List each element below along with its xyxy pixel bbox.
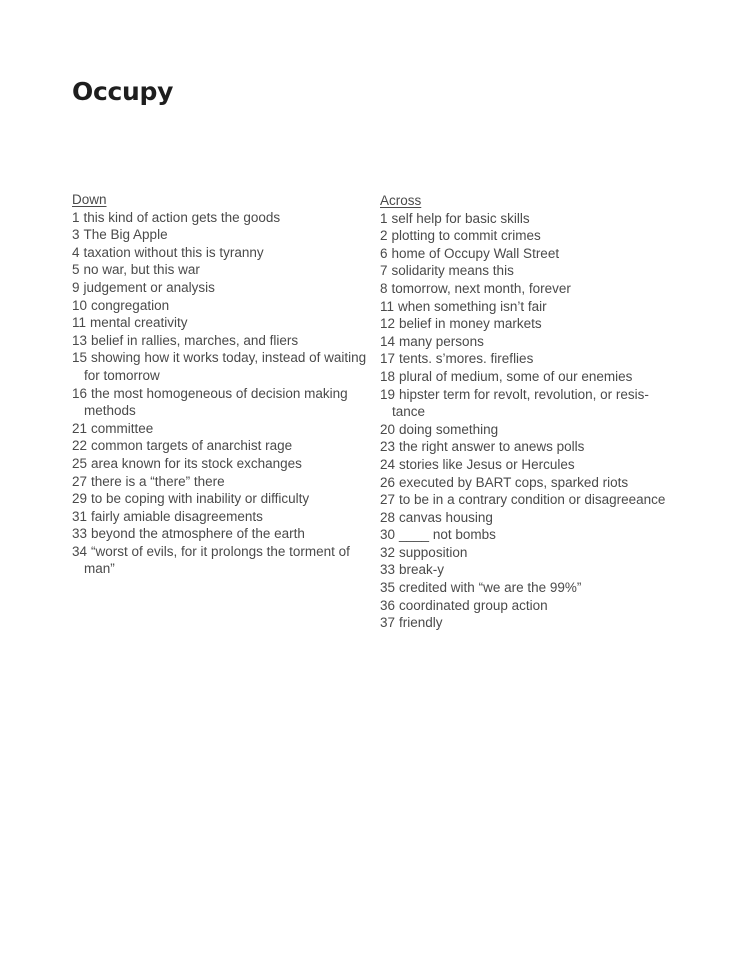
clue-number: 27 <box>380 492 396 508</box>
clue-text: showing how it works today, instead of waiting for tomorrow <box>84 350 367 383</box>
clue-text: many persons <box>399 333 484 349</box>
clue-text: to be coping with inability or difficulty <box>91 491 310 507</box>
clue-text: doing something <box>399 421 499 437</box>
clue-text: credited with “we are the 99%” <box>399 580 582 596</box>
clue-text: the right answer to anews polls <box>399 439 585 455</box>
clue-number: 28 <box>380 509 396 525</box>
clue-item <box>72 473 368 491</box>
clue-item <box>380 210 680 228</box>
clue-item <box>380 474 680 492</box>
clue-item <box>380 579 680 597</box>
clue-number: 30 <box>380 527 396 543</box>
across-clues-column <box>380 192 680 632</box>
clue-text: tents. s’mores. fireflies <box>399 351 534 367</box>
clue-number: 24 <box>380 456 396 472</box>
clue-item <box>72 455 368 473</box>
clue-item <box>380 386 680 421</box>
clue-number: 6 <box>380 245 388 261</box>
clue-item <box>380 597 680 615</box>
clue-text: there is a “there” there <box>91 473 225 489</box>
clue-number: 11 <box>380 298 395 314</box>
clue-text: the most homogeneous of decision making methods <box>84 385 348 419</box>
clue-item <box>380 350 680 368</box>
clue-number: 17 <box>380 351 396 367</box>
clue-text: common targets of anarchist rage <box>91 438 293 454</box>
clue-number: 33 <box>72 526 88 542</box>
clue-item <box>72 332 368 350</box>
clue-text: to be in a contrary condition or disagreeance <box>399 492 666 508</box>
clue-item <box>380 298 680 316</box>
clue-item <box>72 490 368 508</box>
clue-number: 21 <box>72 420 88 436</box>
clue-item <box>72 437 368 455</box>
clue-text: ____ not bombs <box>399 527 496 543</box>
clue-number: 18 <box>380 368 396 384</box>
clue-text: hipster term for revolt, revolution, or resis-tance <box>392 386 649 420</box>
clue-text: canvas housing <box>399 509 493 525</box>
clue-text: no war, but this war <box>83 262 200 278</box>
clue-item <box>72 349 368 384</box>
clue-text: beyond the atmosphere of the earth <box>91 526 305 542</box>
clue-item <box>380 509 680 527</box>
clue-number: 22 <box>72 438 88 454</box>
clue-number: 19 <box>380 386 396 402</box>
clue-number: 26 <box>380 474 396 490</box>
clue-item <box>72 244 368 262</box>
down-heading: Down <box>72 192 107 207</box>
clue-text: mental creativity <box>90 315 188 331</box>
clue-item <box>380 421 680 439</box>
clue-number: 35 <box>380 580 396 596</box>
clue-item <box>72 261 368 279</box>
clue-number: 36 <box>380 597 396 613</box>
clue-number: 1 <box>380 210 388 226</box>
clue-text: plural of medium, some of our enemies <box>399 368 633 384</box>
clue-text: plotting to commit crimes <box>391 228 541 244</box>
clue-text: area known for its stock exchanges <box>91 455 302 471</box>
clue-number: 10 <box>72 297 88 313</box>
clue-number: 5 <box>72 262 80 278</box>
clue-text: tomorrow, next month, forever <box>391 280 571 296</box>
clue-item <box>72 420 368 438</box>
clue-number: 8 <box>380 280 388 296</box>
clue-item <box>72 209 368 227</box>
clue-number: 32 <box>380 544 396 560</box>
across-heading: Across <box>380 193 422 208</box>
clue-text: executed by BART cops, sparked riots <box>399 474 629 490</box>
clue-number: 7 <box>380 263 388 279</box>
clue-number: 20 <box>380 421 396 437</box>
clue-text: congregation <box>91 297 170 313</box>
clue-text: break-y <box>399 562 445 578</box>
clue-text: friendly <box>399 615 443 631</box>
clue-item <box>380 262 680 280</box>
clue-number: 3 <box>72 227 80 243</box>
clue-item <box>380 245 680 263</box>
clue-item <box>380 368 680 386</box>
clue-number: 34 <box>72 543 88 559</box>
clue-text: self help for basic skills <box>391 210 530 226</box>
clue-item <box>380 491 680 509</box>
clue-number: 23 <box>380 439 396 455</box>
clue-text: home of Occupy Wall Street <box>391 245 560 261</box>
clue-item <box>380 544 680 562</box>
clue-item <box>72 385 368 420</box>
clue-text: supposition <box>399 544 468 560</box>
clue-number: 11 <box>72 315 87 331</box>
clue-number: 4 <box>72 244 80 260</box>
clue-item <box>72 279 368 297</box>
clue-text: judgement or analysis <box>83 279 215 295</box>
clue-number: 15 <box>72 350 88 366</box>
clue-item <box>72 543 368 578</box>
clue-item <box>380 614 680 632</box>
clue-number: 25 <box>72 455 88 471</box>
clue-number: 14 <box>380 333 396 349</box>
clue-item <box>380 315 680 333</box>
clue-text: belief in money markets <box>399 316 542 332</box>
clue-number: 9 <box>72 279 80 295</box>
clue-text: when something isn’t fair <box>398 298 547 314</box>
clue-item <box>72 508 368 526</box>
clue-item <box>72 226 368 244</box>
clue-text: belief in rallies, marches, and fliers <box>91 332 299 348</box>
clue-item <box>72 314 368 332</box>
clue-text: solidarity means this <box>391 263 514 279</box>
clue-number: 16 <box>72 385 88 401</box>
clue-number: 33 <box>380 562 396 578</box>
clue-text: The Big Apple <box>83 227 168 243</box>
page-title: Occupy <box>72 77 174 106</box>
clue-item <box>380 333 680 351</box>
clue-number: 27 <box>72 473 88 489</box>
clue-number: 2 <box>380 228 388 244</box>
clue-item <box>380 561 680 579</box>
clue-text: fairly amiable disagreements <box>91 508 263 524</box>
clue-number: 12 <box>380 316 396 332</box>
clue-item <box>380 526 680 544</box>
clue-item <box>380 227 680 245</box>
clue-item <box>380 438 680 456</box>
clue-item <box>72 297 368 315</box>
clue-number: 31 <box>72 508 88 524</box>
clue-number: 37 <box>380 615 396 631</box>
clue-number: 13 <box>72 332 88 348</box>
across-clue-list <box>380 210 680 632</box>
down-clue-list <box>72 209 368 578</box>
clue-number: 29 <box>72 491 88 507</box>
down-clues-column <box>72 191 368 578</box>
clue-item <box>72 525 368 543</box>
clue-text: “worst of evils, for it prolongs the torment of man” <box>84 543 350 577</box>
clue-item <box>380 280 680 298</box>
clue-number: 1 <box>72 209 80 225</box>
clue-text: stories like Jesus or Hercules <box>399 456 575 472</box>
clue-text: this kind of action gets the goods <box>83 209 281 225</box>
clue-text: coordinated group action <box>399 597 548 613</box>
clue-item <box>380 456 680 474</box>
clue-text: committee <box>91 420 154 436</box>
clue-text: taxation without this is tyranny <box>83 244 264 260</box>
